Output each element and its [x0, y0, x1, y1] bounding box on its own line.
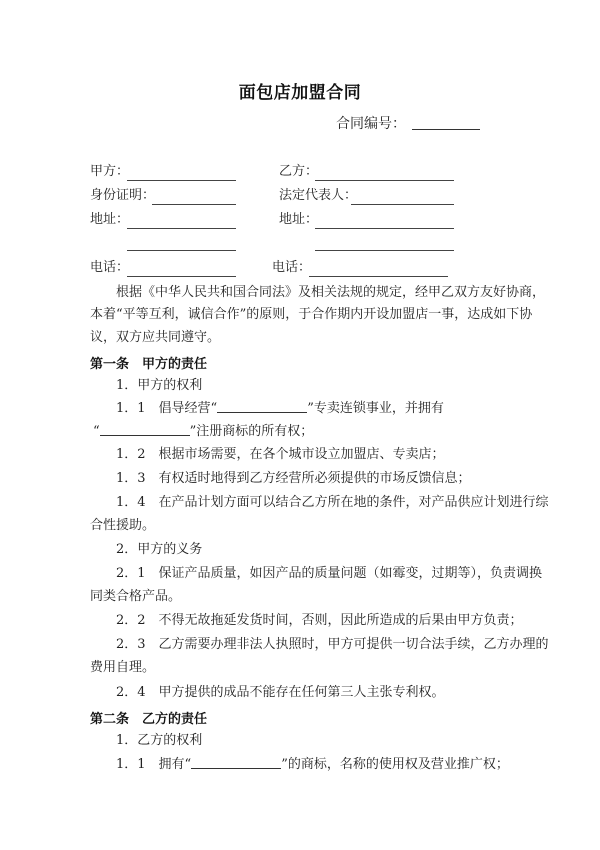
article-1-sub-2: 2．甲方的义务: [116, 542, 203, 557]
article-1-item-2-2: 2．2 不得无故拖延发货时间，否则，因此所造成的后果由甲方负责；: [116, 613, 523, 628]
item-1-1-prefix: 1．1 倡导经营“: [116, 401, 218, 416]
preamble-line-1: 根据《中华人民共和国合同法》及相关法规的规定，经甲乙双方友好协商，: [116, 285, 546, 300]
item-2-1-1-prefix: 1．1 拥有“: [116, 757, 192, 772]
party-a-label: 甲方：: [90, 164, 130, 179]
article-1-item-2-1-cont: 同类合格产品。: [90, 589, 182, 604]
article-1-item-1-1: [116, 400, 444, 418]
address-a-label: 地址：: [90, 212, 130, 227]
legal-rep-field[interactable]: [351, 204, 454, 205]
legal-rep-label: 法定代表人：: [279, 188, 358, 203]
article-1-item-2-4: 2．4 甲方提供的成品不能存在任何第三人主张专利权。: [116, 685, 445, 700]
party-b-field[interactable]: [315, 180, 454, 181]
item-1-1-quote: “: [93, 424, 100, 439]
trademark-use-blank[interactable]: [191, 756, 281, 769]
article-1-heading: 第一条 甲方的责任: [90, 357, 208, 372]
party-b-label: 乙方：: [279, 164, 319, 179]
address-b-field-1[interactable]: [315, 228, 454, 229]
article-1-item-1-3: 1．3 有权适时地得到乙方经营所必须提供的市场反馈信息；: [116, 471, 471, 486]
phone-b-field[interactable]: [309, 276, 448, 277]
article-1-item-2-3: 2．3 乙方需要办理非法人执照时，甲方可提供一切合法手续，乙方办理的: [116, 637, 549, 652]
address-a-field-1[interactable]: [127, 228, 236, 229]
phone-b-label: 电话：: [272, 260, 312, 275]
article-1-item-1-1-cont: [93, 423, 313, 441]
phone-a-label: 电话：: [90, 260, 130, 275]
contract-number-label: 合同编号：: [336, 116, 406, 132]
party-a-field[interactable]: [127, 180, 236, 181]
contract-number-field[interactable]: [412, 115, 480, 130]
article-2-item-1-1: [116, 756, 509, 774]
id-label: 身份证明：: [90, 188, 156, 203]
address-b-field-2[interactable]: [315, 250, 454, 251]
item-1-1-end: ”注册商标的所有权；: [189, 424, 314, 439]
item-1-1-suffix: ”专卖连锁事业，并拥有: [307, 401, 444, 416]
article-1-item-2-3-cont: 费用自理。: [90, 660, 156, 675]
preamble-line-2: 本着“平等互利，诚信合作”的原则，于合作期内开设加盟店一事，达成如下协: [90, 307, 533, 322]
item-2-1-1-suffix: ”的商标，名称的使用权及营业推广权；: [281, 757, 509, 772]
address-a-field-2[interactable]: [127, 250, 236, 251]
article-2-sub-1: 1．乙方的权利: [116, 733, 203, 748]
article-1-item-2-1: 2．1 保证产品质量，如因产品的质量问题（如霉变，过期等），负责调换: [116, 566, 543, 581]
trademark-blank[interactable]: [100, 423, 190, 436]
article-1-item-1-4: 1．4 在产品计划方面可以结合乙方所在地的条件，对产品供应计划进行综: [116, 495, 549, 510]
document-title: 面包店加盟合同: [238, 83, 362, 103]
phone-a-field[interactable]: [127, 276, 236, 277]
article-1-item-1-2: 1．2 根据市场需要，在各个城市设立加盟店、专卖店；: [116, 447, 445, 462]
id-field[interactable]: [152, 204, 236, 205]
address-b-label: 地址：: [279, 212, 319, 227]
business-name-blank[interactable]: [217, 400, 307, 413]
article-2-heading: 第二条 乙方的责任: [90, 712, 208, 727]
contract-number: [336, 113, 480, 133]
article-1-sub-1: 1．甲方的权利: [116, 378, 203, 393]
article-1-item-1-4-cont: 合性援助。: [90, 518, 156, 533]
preamble-line-3: 议，双方应共同遵守。: [90, 330, 221, 345]
